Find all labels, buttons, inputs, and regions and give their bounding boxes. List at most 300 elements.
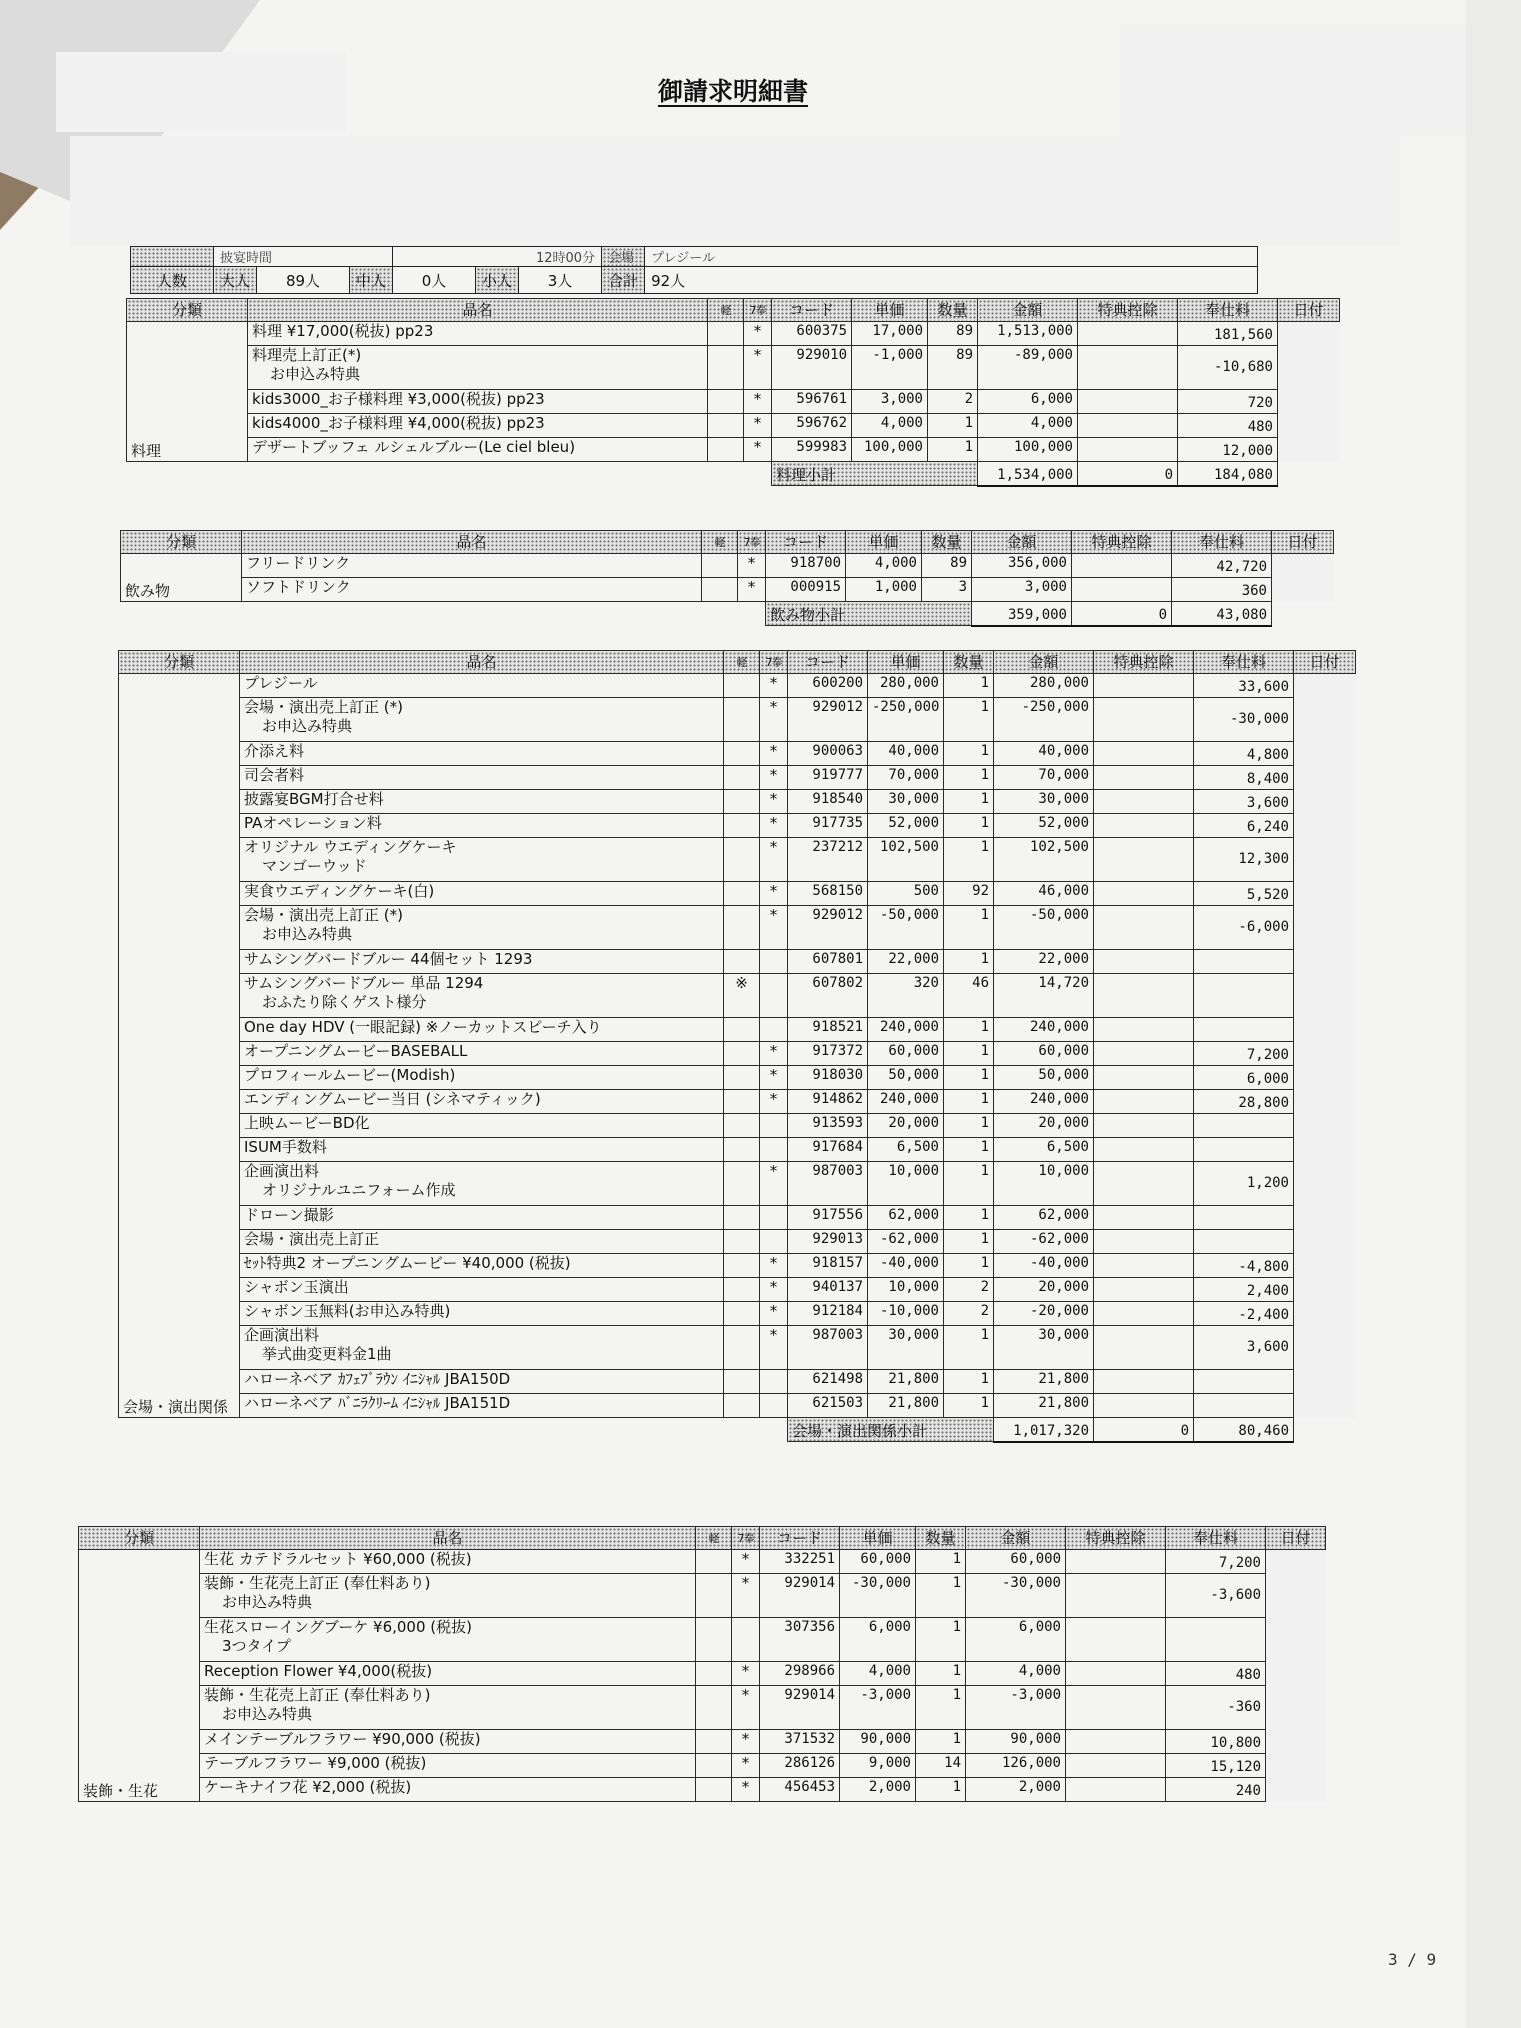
amount-cell: 60,000 xyxy=(994,1042,1094,1066)
qty-cell: 1 xyxy=(916,1550,966,1574)
discount-cell xyxy=(1078,322,1178,346)
table-row xyxy=(119,742,1356,766)
summary-cell: 会場 xyxy=(602,247,645,267)
qty-cell: 1 xyxy=(944,1066,994,1090)
date-cell xyxy=(1294,1394,1356,1418)
item-name xyxy=(240,1114,724,1138)
price-cell: 62,000 xyxy=(868,1206,944,1230)
header-amount: 金額 xyxy=(972,531,1072,554)
reduced-mark xyxy=(724,698,760,742)
header-qty: 数量 xyxy=(928,299,978,322)
amount-cell: 40,000 xyxy=(994,742,1094,766)
service-cell: 360 xyxy=(1172,578,1272,602)
price-cell: 30,000 xyxy=(868,790,944,814)
date-cell xyxy=(1294,1370,1356,1394)
qty-cell: 89 xyxy=(928,322,978,346)
discount-cell xyxy=(1094,814,1194,838)
qty-cell: 1 xyxy=(944,790,994,814)
service-cell xyxy=(1194,1138,1294,1162)
subtotal-amount: 359,000 xyxy=(972,602,1072,626)
item-name-line: 料理売上訂正(*) xyxy=(252,346,362,364)
qty-cell: 1 xyxy=(944,906,994,950)
code-cell: 929013 xyxy=(788,1230,868,1254)
table-row xyxy=(119,1394,1356,1418)
table-row xyxy=(119,1302,1356,1326)
header-code: コード xyxy=(788,651,868,674)
service-cell: 12,300 xyxy=(1194,838,1294,882)
table-row xyxy=(121,554,1334,578)
category-cell: 会場・演出関係 xyxy=(119,674,240,1418)
reduced-mark xyxy=(724,1090,760,1114)
date-cell xyxy=(1294,1230,1356,1254)
item-name xyxy=(200,1662,696,1686)
table-row xyxy=(127,414,1340,438)
item-name-line: kids3000_お子様料理 ¥3,000(税抜) pp23 xyxy=(252,390,545,408)
table-row xyxy=(119,1018,1356,1042)
qty-cell: 89 xyxy=(928,346,978,390)
service-cell xyxy=(1166,1618,1266,1662)
service-cell: 7,200 xyxy=(1166,1550,1266,1574)
date-cell xyxy=(1294,882,1356,906)
table-row xyxy=(79,1618,1326,1662)
tax-mark: * xyxy=(760,814,788,838)
amount-cell: 50,000 xyxy=(994,1066,1094,1090)
amount-cell: 6,500 xyxy=(994,1138,1094,1162)
subtotal-row xyxy=(119,1418,1356,1442)
subtotal-spacer xyxy=(1294,1418,1356,1442)
reduced-mark xyxy=(724,1114,760,1138)
header-reduced: 軽 xyxy=(708,299,744,322)
item-name xyxy=(200,1754,696,1778)
amount-cell: -20,000 xyxy=(994,1302,1094,1326)
service-cell: 10,800 xyxy=(1166,1730,1266,1754)
item-name xyxy=(200,1618,696,1662)
tax-mark: * xyxy=(732,1574,760,1618)
subtotal-spacer xyxy=(121,602,766,626)
code-cell: 987003 xyxy=(788,1326,868,1370)
tax-mark xyxy=(760,1394,788,1418)
price-cell: 90,000 xyxy=(840,1730,916,1754)
item-name-line: 生花スローイングブーケ ¥6,000 (税抜) xyxy=(204,1618,472,1636)
tax-mark: * xyxy=(732,1550,760,1574)
discount-cell xyxy=(1094,1326,1194,1370)
tax-mark: * xyxy=(760,882,788,906)
subtotal-label: 飲み物小計 xyxy=(766,602,972,626)
price-cell: 21,800 xyxy=(868,1370,944,1394)
reduced-mark: ※ xyxy=(724,974,760,1018)
reduced-mark xyxy=(724,1230,760,1254)
discount-cell xyxy=(1094,974,1194,1018)
adult-count: 89人 xyxy=(257,267,350,294)
item-name xyxy=(248,414,708,438)
tax-mark: * xyxy=(732,1754,760,1778)
service-cell: -3,600 xyxy=(1166,1574,1266,1618)
date-cell xyxy=(1266,1754,1326,1778)
item-name-line: Reception Flower ¥4,000(税抜) xyxy=(204,1662,433,1680)
reduced-mark xyxy=(724,1302,760,1326)
header-qty: 数量 xyxy=(922,531,972,554)
service-cell xyxy=(1194,1370,1294,1394)
service-cell: 7,200 xyxy=(1194,1042,1294,1066)
service-cell: 12,000 xyxy=(1178,438,1278,462)
tax-mark: * xyxy=(732,1686,760,1730)
item-name xyxy=(240,1394,724,1418)
discount-cell xyxy=(1072,554,1172,578)
price-cell: -250,000 xyxy=(868,698,944,742)
item-name xyxy=(200,1730,696,1754)
tax-mark: * xyxy=(744,346,772,390)
amount-cell: 90,000 xyxy=(966,1730,1066,1754)
discount-cell xyxy=(1094,1090,1194,1114)
table-row xyxy=(127,390,1340,414)
header-amount: 金額 xyxy=(978,299,1078,322)
item-name xyxy=(200,1550,696,1574)
date-cell xyxy=(1294,1138,1356,1162)
price-cell: 2,000 xyxy=(840,1778,916,1802)
qty-cell: 1 xyxy=(928,438,978,462)
item-name-line: 実食ウエディングケーキ(白) xyxy=(244,882,435,900)
item-name xyxy=(240,1278,724,1302)
subtotal-service: 80,460 xyxy=(1194,1418,1294,1442)
qty-cell: 1 xyxy=(944,1114,994,1138)
date-cell xyxy=(1294,1326,1356,1370)
amount-cell: -40,000 xyxy=(994,1254,1094,1278)
item-name xyxy=(240,674,724,698)
date-cell xyxy=(1266,1662,1326,1686)
price-cell: 70,000 xyxy=(868,766,944,790)
discount-cell xyxy=(1094,1394,1194,1418)
service-cell xyxy=(1194,974,1294,1018)
middle-count: 0人 xyxy=(393,267,476,294)
reduced-mark xyxy=(708,414,744,438)
adult-label: 大人 xyxy=(214,267,257,294)
qty-cell: 1 xyxy=(944,1090,994,1114)
amount-cell: 20,000 xyxy=(994,1114,1094,1138)
discount-cell xyxy=(1094,838,1194,882)
date-cell xyxy=(1278,438,1340,462)
item-name xyxy=(240,698,724,742)
tax-mark: * xyxy=(760,906,788,950)
date-cell xyxy=(1278,322,1340,346)
date-cell xyxy=(1294,790,1356,814)
item-note-line: 3つタイプ xyxy=(222,1637,291,1655)
code-cell: 929012 xyxy=(788,906,868,950)
price-cell: 10,000 xyxy=(868,1278,944,1302)
tax-mark: * xyxy=(760,1090,788,1114)
price-cell: 30,000 xyxy=(868,1326,944,1370)
tax-mark xyxy=(760,1114,788,1138)
date-cell xyxy=(1294,1206,1356,1230)
section-table-1 xyxy=(120,530,1334,627)
qty-cell: 2 xyxy=(944,1302,994,1326)
discount-cell xyxy=(1094,1278,1194,1302)
service-cell: 15,120 xyxy=(1166,1754,1266,1778)
table-row xyxy=(127,322,1340,346)
table-row xyxy=(119,814,1356,838)
discount-cell xyxy=(1078,438,1178,462)
qty-cell: 1 xyxy=(944,838,994,882)
code-cell: 929014 xyxy=(760,1574,840,1618)
amount-cell: -89,000 xyxy=(978,346,1078,390)
code-cell: 286126 xyxy=(760,1754,840,1778)
price-cell: 100,000 xyxy=(852,438,928,462)
amount-cell: -3,000 xyxy=(966,1686,1066,1730)
table-row xyxy=(79,1686,1326,1730)
price-cell: 9,000 xyxy=(840,1754,916,1778)
discount-cell xyxy=(1094,1370,1194,1394)
date-cell xyxy=(1266,1574,1326,1618)
date-cell xyxy=(1294,1254,1356,1278)
item-name-line: ハローネベア ｶﾌｪﾌﾞﾗｳﾝ ｲﾆｼｬﾙ JBA150D xyxy=(244,1370,511,1388)
date-cell xyxy=(1294,1018,1356,1042)
discount-cell xyxy=(1066,1778,1166,1802)
header-amount: 金額 xyxy=(966,1527,1066,1550)
price-cell: 22,000 xyxy=(868,950,944,974)
item-name xyxy=(242,554,702,578)
header-category: 分類 xyxy=(121,531,242,554)
price-cell: 21,800 xyxy=(868,1394,944,1418)
table-row xyxy=(119,1326,1356,1370)
date-cell xyxy=(1294,674,1356,698)
amount-cell: 21,800 xyxy=(994,1394,1094,1418)
code-cell: 917556 xyxy=(788,1206,868,1230)
reduced-mark xyxy=(724,1326,760,1370)
item-name-line: オリジナル ウエディングケーキ xyxy=(244,838,457,856)
price-cell: 102,500 xyxy=(868,838,944,882)
discount-cell xyxy=(1094,1066,1194,1090)
redacted-area xyxy=(70,136,1400,246)
code-cell: 600200 xyxy=(788,674,868,698)
amount-cell: 126,000 xyxy=(966,1754,1066,1778)
header-date: 日付 xyxy=(1266,1527,1326,1550)
discount-cell xyxy=(1094,1114,1194,1138)
table-row xyxy=(119,674,1356,698)
service-cell: -2,400 xyxy=(1194,1302,1294,1326)
tax-mark: * xyxy=(760,742,788,766)
discount-cell xyxy=(1094,1254,1194,1278)
amount-cell: 6,000 xyxy=(966,1618,1066,1662)
item-note-line: おふたり除くゲスト様分 xyxy=(262,993,427,1011)
code-cell: 912184 xyxy=(788,1302,868,1326)
table-row xyxy=(119,974,1356,1018)
item-note-line: 挙式曲変更料金1曲 xyxy=(262,1345,392,1363)
reduced-mark xyxy=(724,950,760,974)
discount-cell xyxy=(1094,1206,1194,1230)
tax-mark: * xyxy=(732,1778,760,1802)
summary-cell: 披宴時間 xyxy=(214,247,393,267)
item-name-line: 装飾・生花売上訂正 (奉仕料あり) xyxy=(204,1574,431,1592)
amount-cell: 20,000 xyxy=(994,1278,1094,1302)
tax-mark: * xyxy=(744,438,772,462)
header-unit-price: 単価 xyxy=(846,531,922,554)
code-cell: 600375 xyxy=(772,322,852,346)
date-cell xyxy=(1278,414,1340,438)
date-cell xyxy=(1294,1302,1356,1326)
price-cell: -40,000 xyxy=(868,1254,944,1278)
qty-cell: 3 xyxy=(922,578,972,602)
price-cell: -10,000 xyxy=(868,1302,944,1326)
reduced-mark xyxy=(696,1778,732,1802)
date-cell xyxy=(1266,1686,1326,1730)
item-name xyxy=(240,882,724,906)
date-cell xyxy=(1266,1730,1326,1754)
item-name-line: プレジール xyxy=(244,674,318,692)
discount-cell xyxy=(1094,1042,1194,1066)
header-discount: 特典控除 xyxy=(1094,651,1194,674)
subtotal-label: 料理小計 xyxy=(772,462,978,486)
item-name-line: ソフトドリンク xyxy=(246,578,351,596)
document-title: 御請求明細書 xyxy=(657,77,808,106)
table-row xyxy=(119,838,1356,882)
service-cell: -30,000 xyxy=(1194,698,1294,742)
reduced-mark xyxy=(724,1066,760,1090)
item-name xyxy=(200,1778,696,1802)
price-cell: 6,500 xyxy=(868,1138,944,1162)
reduced-mark xyxy=(724,882,760,906)
reduced-mark xyxy=(724,790,760,814)
reduced-mark xyxy=(724,1206,760,1230)
tax-mark: * xyxy=(760,1278,788,1302)
reduced-mark xyxy=(708,322,744,346)
item-name xyxy=(240,838,724,882)
tax-mark xyxy=(732,1618,760,1662)
qty-cell: 1 xyxy=(944,1018,994,1042)
table-row xyxy=(79,1550,1326,1574)
header-tax: 7奉 xyxy=(744,299,772,322)
item-name xyxy=(240,1302,724,1326)
subtotal-spacer xyxy=(127,462,772,486)
qty-cell: 1 xyxy=(944,1042,994,1066)
service-cell: 6,240 xyxy=(1194,814,1294,838)
reduced-mark xyxy=(702,554,738,578)
item-name-line: 会場・演出売上訂正 (*) xyxy=(244,906,403,924)
section-table-0 xyxy=(126,298,1340,487)
date-cell xyxy=(1294,1278,1356,1302)
service-cell: -360 xyxy=(1166,1686,1266,1730)
item-name-line: ケーキナイフ花 ¥2,000 (税抜) xyxy=(204,1778,412,1796)
date-cell xyxy=(1294,1066,1356,1090)
amount-cell: 60,000 xyxy=(966,1550,1066,1574)
discount-cell xyxy=(1094,1302,1194,1326)
qty-cell: 1 xyxy=(944,1254,994,1278)
service-cell: 480 xyxy=(1178,414,1278,438)
price-cell: 60,000 xyxy=(868,1042,944,1066)
code-cell: 917684 xyxy=(788,1138,868,1162)
qty-cell: 1 xyxy=(944,950,994,974)
amount-cell: 280,000 xyxy=(994,674,1094,698)
item-name-line: 披露宴BGM打合せ料 xyxy=(244,790,384,808)
code-cell: 596762 xyxy=(772,414,852,438)
code-cell: 596761 xyxy=(772,390,852,414)
tax-mark: * xyxy=(744,414,772,438)
item-name xyxy=(242,578,702,602)
tax-mark: * xyxy=(760,1066,788,1090)
date-cell xyxy=(1294,838,1356,882)
price-cell: -30,000 xyxy=(840,1574,916,1618)
date-cell xyxy=(1294,742,1356,766)
reduced-mark xyxy=(724,1018,760,1042)
price-cell: 240,000 xyxy=(868,1018,944,1042)
guest-count-table xyxy=(130,246,1258,294)
table-row xyxy=(119,790,1356,814)
service-cell: 480 xyxy=(1166,1662,1266,1686)
qty-cell: 2 xyxy=(944,1278,994,1302)
item-name-line: シャボン玉演出 xyxy=(244,1278,349,1296)
item-name-line: 介添え料 xyxy=(244,742,305,760)
amount-cell: 2,000 xyxy=(966,1778,1066,1802)
item-name xyxy=(240,974,724,1018)
tax-mark xyxy=(760,1370,788,1394)
table-row xyxy=(127,438,1340,462)
table-row xyxy=(119,950,1356,974)
service-cell: 42,720 xyxy=(1172,554,1272,578)
header-discount: 特典控除 xyxy=(1078,299,1178,322)
qty-cell: 1 xyxy=(916,1618,966,1662)
tax-mark: * xyxy=(760,838,788,882)
item-name-line: 装飾・生花売上訂正 (奉仕料あり) xyxy=(204,1686,431,1704)
price-cell: 40,000 xyxy=(868,742,944,766)
discount-cell xyxy=(1066,1550,1166,1574)
summary-cell: プレジール xyxy=(645,247,1258,267)
item-name-line: 生花 カテドラルセット ¥60,000 (税抜) xyxy=(204,1550,472,1568)
section-table-2 xyxy=(118,650,1356,1443)
header-unit-price: 単価 xyxy=(868,651,944,674)
code-cell: 298966 xyxy=(760,1662,840,1686)
header-reduced: 軽 xyxy=(696,1527,732,1550)
date-cell xyxy=(1294,1114,1356,1138)
reduced-mark xyxy=(724,1278,760,1302)
item-name xyxy=(200,1574,696,1618)
item-name-line: ISUM手数料 xyxy=(244,1138,327,1156)
qty-cell: 1 xyxy=(944,698,994,742)
code-cell: 913593 xyxy=(788,1114,868,1138)
date-cell xyxy=(1272,578,1334,602)
amount-cell: 3,000 xyxy=(972,578,1072,602)
table-row xyxy=(119,1114,1356,1138)
amount-cell: -250,000 xyxy=(994,698,1094,742)
reduced-mark xyxy=(696,1618,732,1662)
qty-cell: 1 xyxy=(944,766,994,790)
code-cell: 607801 xyxy=(788,950,868,974)
qty-cell: 2 xyxy=(928,390,978,414)
service-cell xyxy=(1194,1394,1294,1418)
service-cell: 5,520 xyxy=(1194,882,1294,906)
item-name-line: 司会者料 xyxy=(244,766,305,784)
item-name xyxy=(240,1018,724,1042)
discount-cell xyxy=(1094,1230,1194,1254)
code-cell: 940137 xyxy=(788,1278,868,1302)
code-cell: 621498 xyxy=(788,1370,868,1394)
service-cell: 3,600 xyxy=(1194,1326,1294,1370)
service-cell xyxy=(1194,1230,1294,1254)
reduced-mark xyxy=(696,1550,732,1574)
reduced-mark xyxy=(708,346,744,390)
discount-cell xyxy=(1094,674,1194,698)
amount-cell: -62,000 xyxy=(994,1230,1094,1254)
date-cell xyxy=(1272,554,1334,578)
header-unit-price: 単価 xyxy=(840,1527,916,1550)
date-cell xyxy=(1294,1162,1356,1206)
code-cell: 456453 xyxy=(760,1778,840,1802)
discount-cell xyxy=(1066,1686,1166,1730)
header-service: 奉仕料 xyxy=(1172,531,1272,554)
amount-cell: -50,000 xyxy=(994,906,1094,950)
reduced-mark xyxy=(724,1254,760,1278)
discount-cell xyxy=(1094,1018,1194,1042)
date-cell xyxy=(1294,974,1356,1018)
item-name xyxy=(240,1206,724,1230)
service-cell xyxy=(1194,1018,1294,1042)
